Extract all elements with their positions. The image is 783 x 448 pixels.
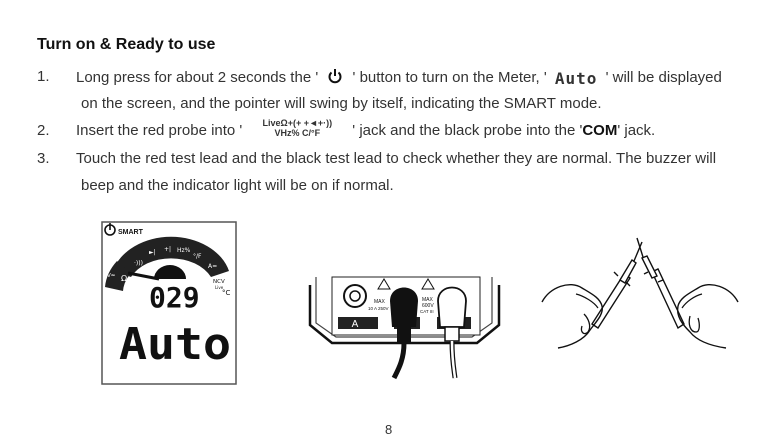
step-3-line-2: beep and the indicator light will be on if normal.	[81, 177, 394, 194]
left-probe	[592, 242, 642, 328]
lcd-auto-text: Auto	[119, 319, 231, 370]
arc-label-ohm: Ω	[121, 274, 128, 283]
arc-label-amp: A≃	[208, 263, 218, 270]
step-2-text-b: ' jack and the black probe into the '	[352, 122, 583, 139]
black-probe-plug	[390, 288, 418, 328]
power-icon	[327, 68, 343, 88]
max-left-rating: 10 A 250V	[368, 306, 389, 311]
probes-touch-figure	[540, 232, 740, 357]
max-right-label: MAX	[422, 297, 433, 303]
arc-label-hz: Hz%	[177, 247, 191, 254]
step-2-text-c: ' jack.	[617, 122, 656, 139]
step-3-number: 3.	[37, 150, 50, 167]
arc-label-ncv: NCV	[213, 279, 225, 285]
step-1-line-1	[76, 68, 722, 88]
step-1-number: 1.	[37, 68, 50, 85]
com-label: COM	[582, 122, 618, 139]
arc-label-capacitor: +|	[164, 246, 172, 253]
jack-symbol-icon: LiveΩ+(+ +◄+·)) VHz% C/°F	[262, 118, 333, 139]
right-hand	[678, 285, 738, 348]
step-1-text-c: ' will be displayed	[605, 68, 722, 86]
arc-label-diode: ►|	[149, 249, 156, 256]
step-1-line-2: on the screen, and the pointer will swing by itself, indicating the SMART mode.	[81, 95, 602, 112]
step-1-text-b: ' button to turn on the Meter, '	[352, 68, 547, 86]
arc-label-volt: V≃	[107, 273, 116, 279]
arc-label-buzzer: ·)))	[134, 260, 143, 267]
page-number: 8	[385, 422, 393, 437]
left-hand	[542, 285, 602, 348]
step-2-line	[76, 118, 656, 139]
step-2-number: 2.	[37, 122, 50, 139]
a-jack-label: A	[351, 319, 359, 330]
arc-label-ncv-live: Live	[215, 285, 224, 290]
jack-panel-figure	[302, 265, 507, 385]
auto-lcd-icon: Auto	[554, 68, 598, 88]
max-left-label: MAX	[374, 299, 385, 305]
lcd-unit: °C	[222, 289, 231, 297]
lcd-display-figure	[101, 221, 237, 390]
max-right-rating: 600V	[422, 303, 434, 309]
arc-label-temp: °/F	[193, 253, 202, 260]
section-title: Turn on & Ready to use	[37, 36, 216, 53]
smart-label: SMART	[118, 229, 143, 236]
cat-label: CAT III	[420, 309, 434, 314]
step-3-line-1: Touch the red test lead and the black test lead to check whether they are normal. The buzzer will	[76, 150, 717, 167]
lcd-reading: 029	[149, 281, 200, 314]
step-1-text-a: Long press for about 2 seconds the '	[76, 68, 319, 86]
right-probe	[637, 238, 684, 328]
step-2-text-a: Insert the red probe into '	[76, 122, 243, 139]
red-probe-plug	[438, 288, 466, 328]
